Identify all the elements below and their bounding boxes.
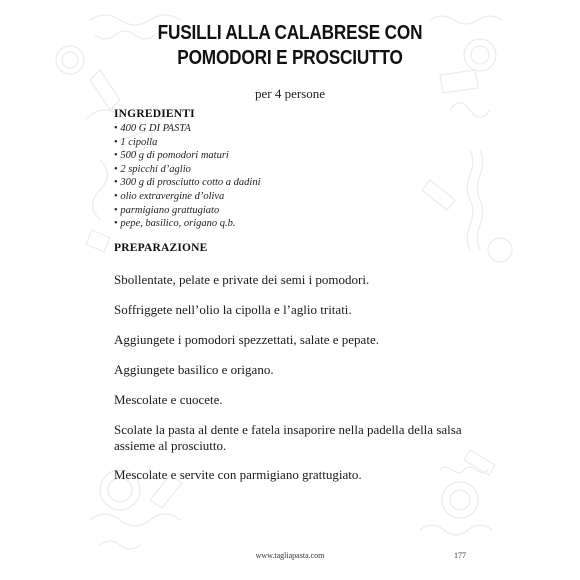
ingredient-item: • 500 g di pomodori maturi: [114, 149, 261, 163]
servings-label: per 4 persone: [254, 86, 326, 101]
recipe-title-line-1: FUSILLI ALLA CALABRESE CON: [157, 22, 423, 44]
footer-website-url: www.tagliapasta.com: [255, 551, 325, 560]
ingredient-item: • 1 cipolla: [114, 136, 261, 150]
ingredient-item: • parmigiano grattugiato: [114, 204, 261, 218]
preparation-heading: PREPARAZIONE: [114, 242, 208, 254]
ingredient-item: • pepe, basilico, origano q.b.: [114, 217, 261, 231]
preparation-step: Aggiungete i pomodori spezzettati, salate e pepate.: [114, 332, 379, 347]
preparation-step: Soffriggete nell’olio la cipolla e l’aglio tritati.: [114, 302, 352, 317]
ingredients-heading: INGREDIENTI: [114, 108, 195, 120]
ingredient-item: • 300 g di prosciutto cotto a dadini: [114, 176, 261, 190]
ingredient-item: • 2 spicchi d’aglio: [114, 163, 261, 177]
preparation-step: Mescolate e servite con parmigiano grattugiato.: [114, 467, 362, 482]
preparation-step: Scolate la pasta al dente e fatela insaporire nella padella della salsa assieme al prosciutto.: [114, 422, 462, 453]
page-number: 177: [454, 551, 466, 560]
ingredient-item: • 400 G DI PASTA: [114, 122, 261, 136]
ingredient-item: • olio extravergine d’oliva: [114, 190, 261, 204]
preparation-step: Sbollentate, pelate e private dei semi i pomodori.: [114, 272, 370, 287]
preparation-step: Mescolate e cuocete.: [114, 392, 223, 407]
preparation-step: Aggiungete basilico e origano.: [114, 362, 274, 377]
recipe-title-line-2: POMODORI E PROSCIUTTO: [177, 47, 403, 69]
ingredients-list: [114, 122, 261, 231]
